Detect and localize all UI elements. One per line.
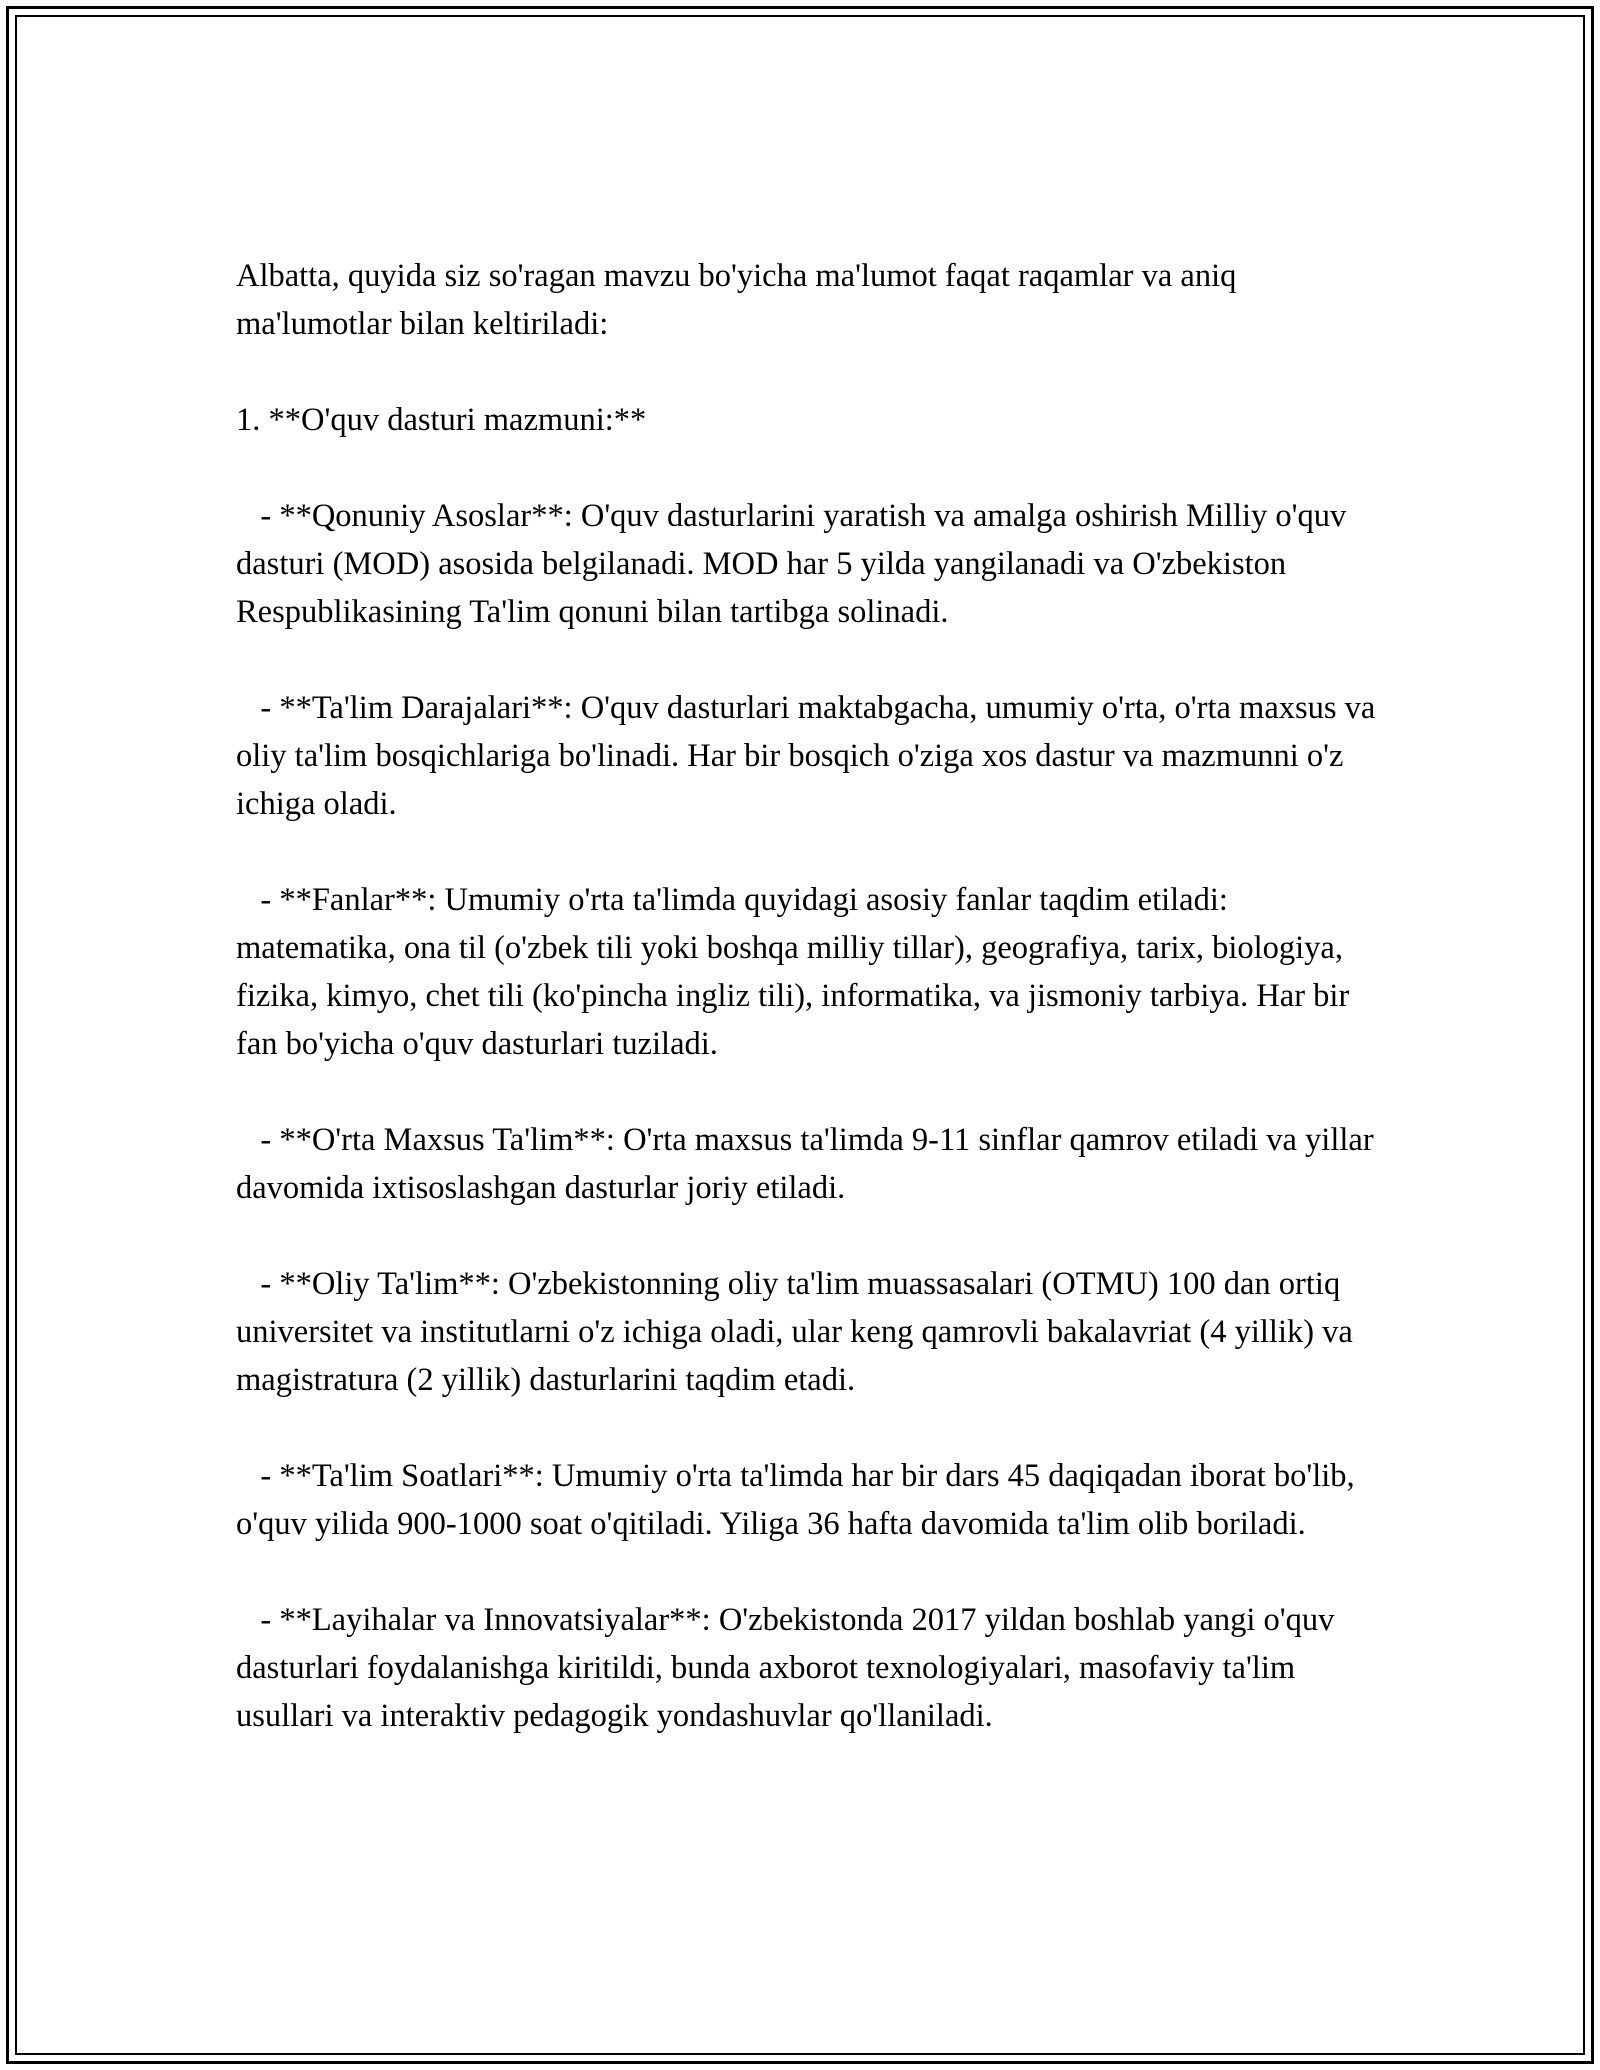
list-item: - **Qonuniy Asoslar**: O'quv dasturlarini yaratish va amalga oshirish Milliy o'quv dasturi (MOD) asosida belgilanadi. MOD har 5 yilda yangilanadi va O'zbekiston Respublikasining Ta'lim qonuni bilan tartibga solinadi. xyxy=(236,498,1355,630)
list-item: - **Layihalar va Innovatsiyalar**: O'zbekistonda 2017 yildan boshlab yangi o'quv dasturlari foydalanishga kiritildi, bunda axborot texnologiyalari, masofaviy ta'lim usullari va interaktiv pedagogik yondashuvlar qo'llaniladi. xyxy=(236,1602,1343,1734)
intro-paragraph: Albatta, quyida siz so'ragan mavzu bo'yicha ma'lumot faqat raqamlar va aniq ma'lumotlar bilan keltiriladi: xyxy=(236,258,1245,342)
document-body xyxy=(236,252,1386,1740)
paragraph-gap xyxy=(236,348,1386,396)
list-item: - **Fanlar**: Umumiy o'rta ta'limda quyidagi asosiy fanlar taqdim etiladi: matematika, ona til (o'zbek tili yoki boshqa milliy tillar), geografiya, tarix, biologiya, fizika, kimyo, chet tili (ko'pincha ingliz tili), informatika, va jismoniy tarbiya. Har bir fan bo'yicha o'quv dasturlari tuziladi. xyxy=(236,882,1358,1062)
paragraph-gap xyxy=(236,444,1386,492)
list-item: - **Oliy Ta'lim**: O'zbekistonning oliy ta'lim muassasalari (OTMU) 100 dan ortiq universitet va institutlarni o'z ichiga oladi, ular keng qamrovli bakalavriat (4 yillik) va magistratura (2 yillik) dasturlarini taqdim etadi. xyxy=(236,1266,1361,1398)
list-item: - **O'rta Maxsus Ta'lim**: O'rta maxsus ta'limda 9-11 sinflar qamrov etiladi va yillar davomida ixtisoslashgan dasturlar joriy etiladi. xyxy=(236,1122,1382,1206)
paragraph-gap xyxy=(236,1404,1386,1452)
section-heading: 1. **O'quv dasturi mazmuni:** xyxy=(236,402,647,438)
paragraph-gap xyxy=(236,1212,1386,1260)
paragraph-gap xyxy=(236,828,1386,876)
paragraph-gap xyxy=(236,1068,1386,1116)
list-item: - **Ta'lim Soatlari**: Umumiy o'rta ta'limda har bir dars 45 daqiqadan iborat bo'lib, o'quv yilida 900-1000 soat o'qitiladi. Yiliga 36 hafta davomida ta'lim olib boriladi. xyxy=(236,1458,1363,1542)
paragraph-gap xyxy=(236,1548,1386,1596)
list-item: - **Ta'lim Darajalari**: O'quv dasturlari maktabgacha, umumiy o'rta, o'rta maxsus va oliy ta'lim bosqichlariga bo'linadi. Har bir bosqich o'ziga xos dastur va mazmunni o'z ichiga oladi. xyxy=(236,690,1384,822)
paragraph-gap xyxy=(236,636,1386,684)
